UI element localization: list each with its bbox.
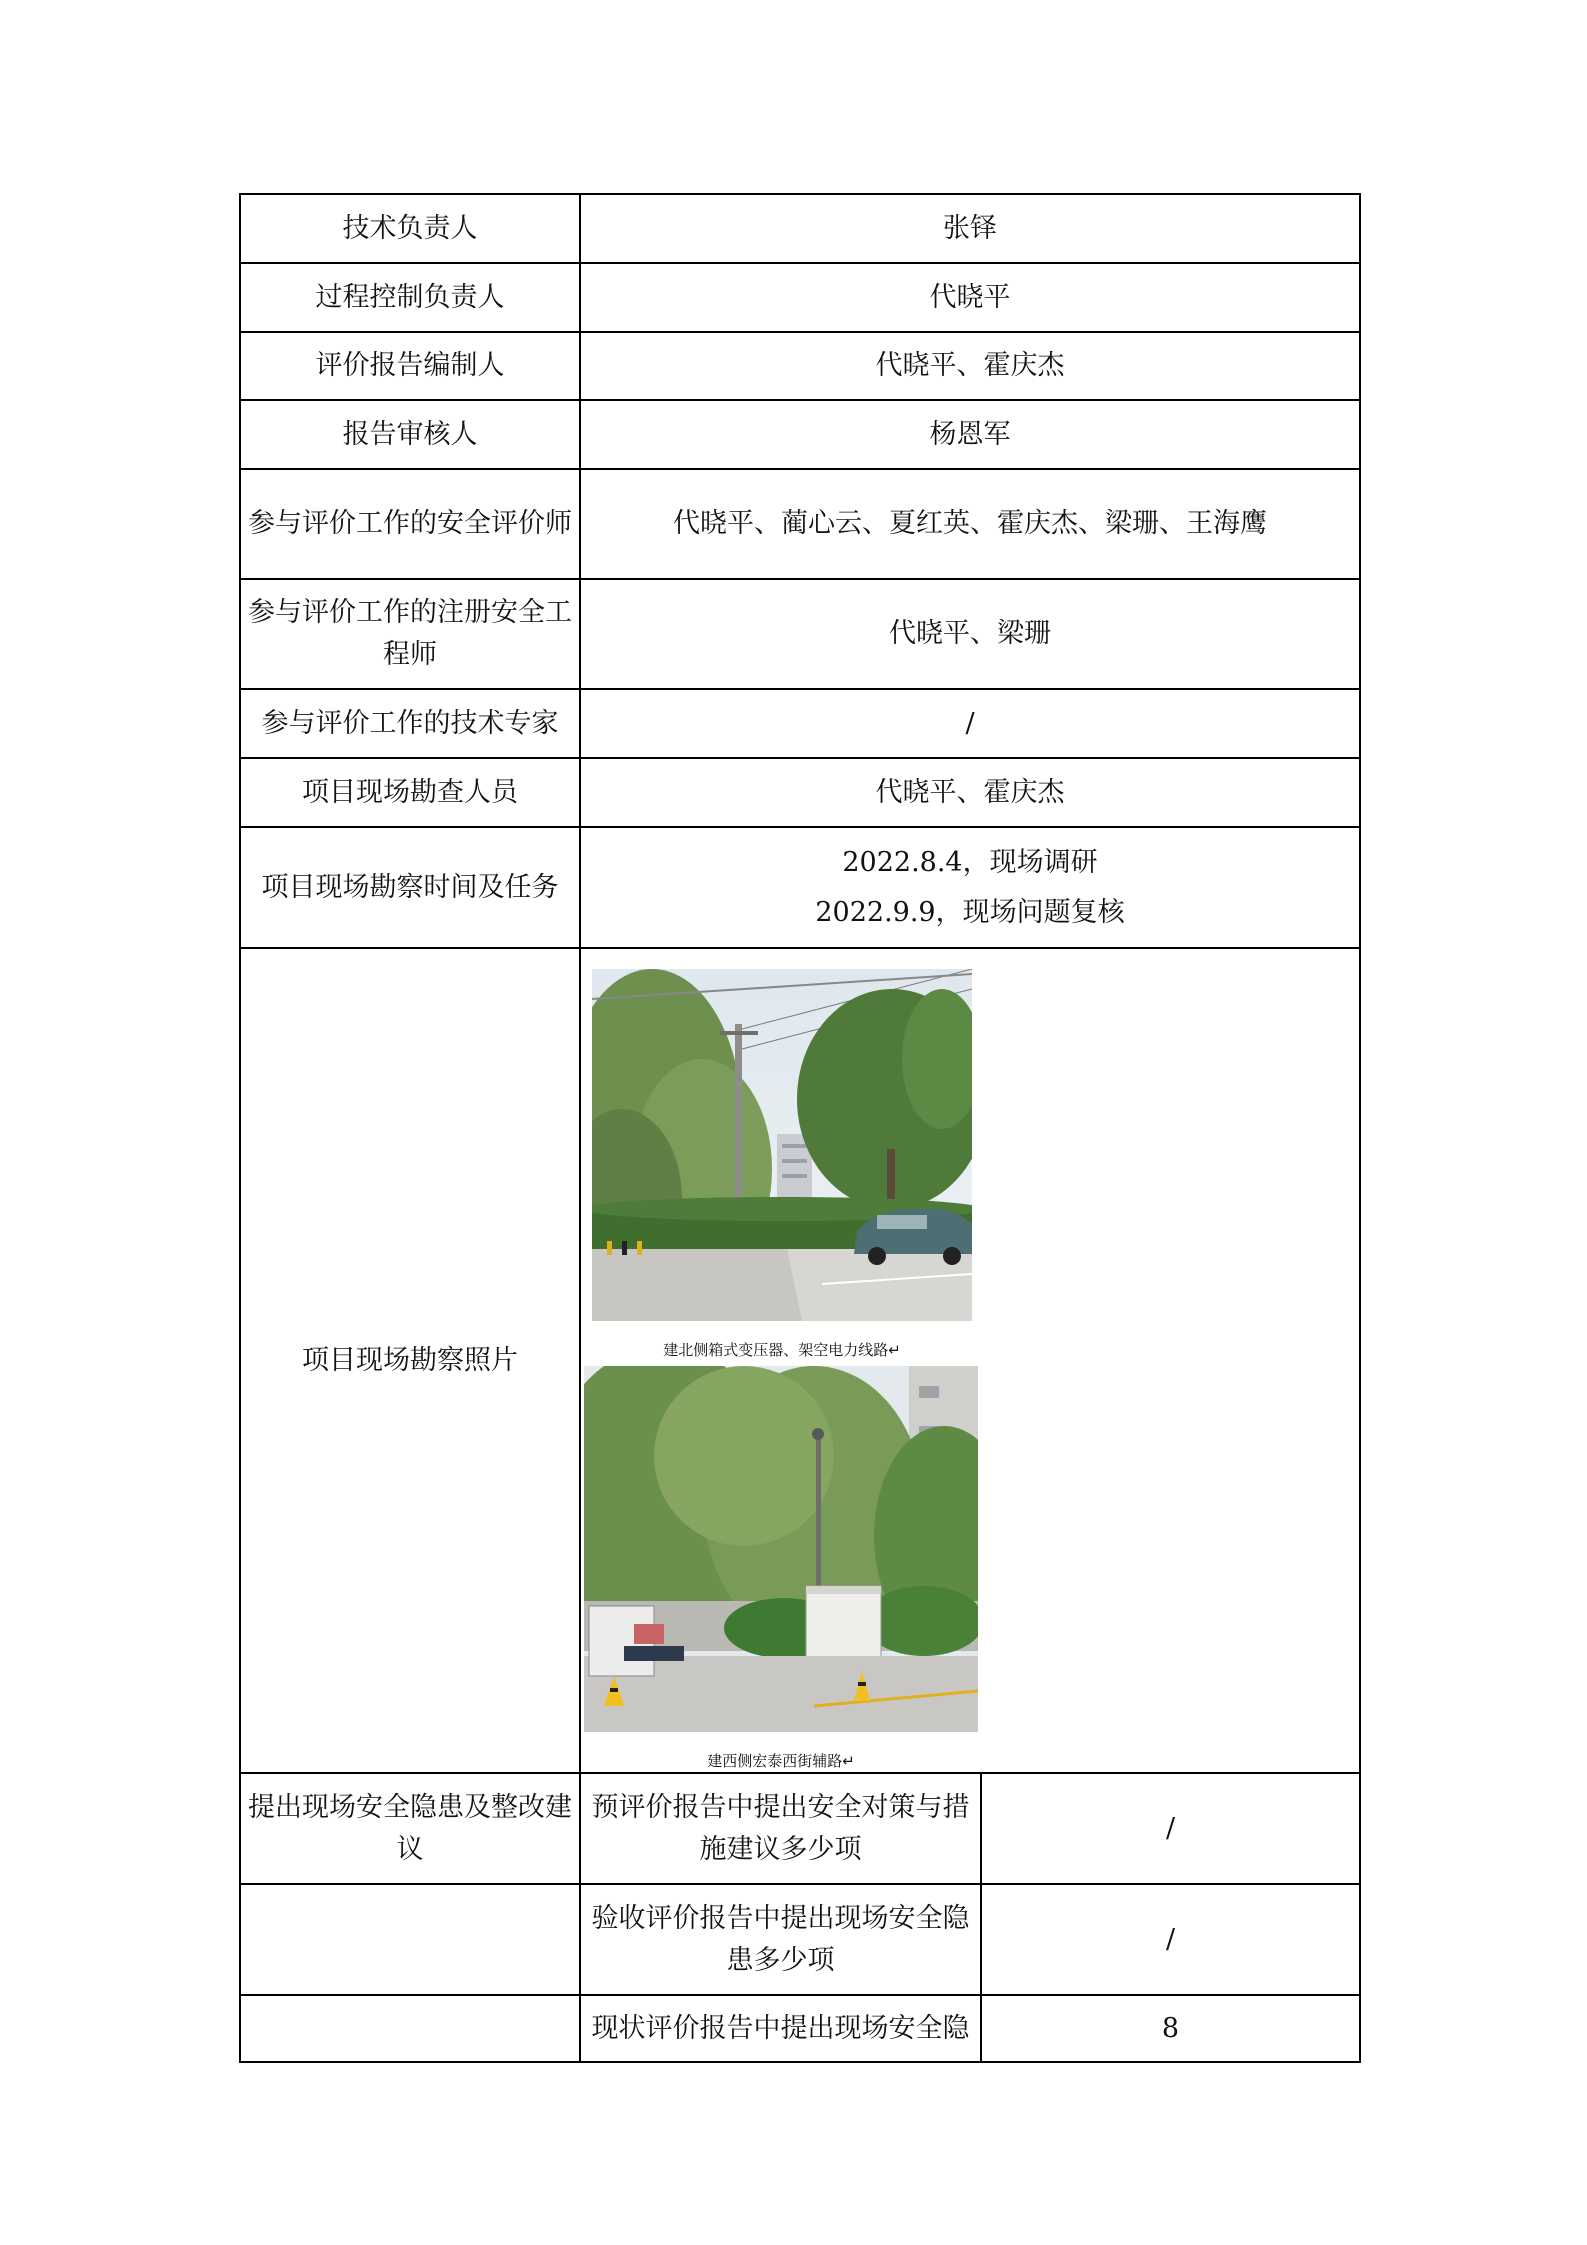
row-value: 代晓平、梁珊 xyxy=(580,579,1360,689)
hazard-value: / xyxy=(981,1884,1360,1995)
hazard-value: 8 xyxy=(981,1995,1360,2062)
row-value: 张铎 xyxy=(580,194,1360,263)
survey-time-label: 项目现场勘察时间及任务 xyxy=(240,827,580,948)
survey-time-value xyxy=(580,827,1360,948)
row-label: 过程控制负责人 xyxy=(240,263,580,332)
photos-cell xyxy=(580,948,1360,1773)
row-label: 技术负责人 xyxy=(240,194,580,263)
row-label: 参与评价工作的技术专家 xyxy=(240,689,580,758)
hazard-row xyxy=(240,1995,1360,2062)
row-label: 参与评价工作的安全评价师 xyxy=(240,469,580,579)
photo-caption: 建西侧宏泰西街辅路↵ xyxy=(707,1752,855,1770)
survey-time-line: 2022.9.9，现场问题复核 xyxy=(815,896,1125,928)
row-label: 项目现场勘查人员 xyxy=(240,758,580,827)
hazard-value: / xyxy=(981,1773,1360,1884)
photo-block xyxy=(592,969,972,1360)
table-row xyxy=(240,194,1360,263)
table-row xyxy=(240,689,1360,758)
table-row xyxy=(240,758,1360,827)
hazards-label-empty xyxy=(240,1995,580,2062)
table-row xyxy=(240,579,1360,689)
table-row xyxy=(240,400,1360,469)
site-photo-street xyxy=(584,1366,978,1732)
photos-row xyxy=(240,948,1360,1773)
survey-time-line: 2022.8.4，现场调研 xyxy=(842,846,1098,878)
row-label: 参与评价工作的注册安全工程师 xyxy=(240,579,580,689)
row-label: 评价报告编制人 xyxy=(240,332,580,400)
row-value: 代晓平、霍庆杰 xyxy=(580,758,1360,827)
photos-label: 项目现场勘察照片 xyxy=(240,948,580,1773)
hazard-question: 预评价报告中提出安全对策与措施建议多少项 xyxy=(580,1773,981,1884)
row-value: / xyxy=(580,689,1360,758)
site-photo-transformer xyxy=(592,969,972,1321)
hazards-label-empty xyxy=(240,1884,580,1995)
hazard-question: 现状评价报告中提出现场安全隐 xyxy=(580,1995,981,2062)
table-row xyxy=(240,469,1360,579)
evaluation-info-table xyxy=(239,193,1361,2063)
row-value: 代晓平、蔺心云、夏红英、霍庆杰、梁珊、王海鹰 xyxy=(580,469,1360,579)
photo-caption: 建北侧箱式变压器、架空电力线路↵ xyxy=(663,1341,901,1359)
hazard-question: 验收评价报告中提出现场安全隐患多少项 xyxy=(580,1884,981,1995)
table-row xyxy=(240,332,1360,400)
hazards-label: 提出现场安全隐患及整改建议 xyxy=(240,1773,580,1884)
row-label: 报告审核人 xyxy=(240,400,580,469)
row-value: 杨恩军 xyxy=(580,400,1360,469)
row-value: 代晓平、霍庆杰 xyxy=(580,332,1360,400)
table-row xyxy=(240,263,1360,332)
row-value: 代晓平 xyxy=(580,263,1360,332)
hazard-row xyxy=(240,1773,1360,1884)
survey-time-row xyxy=(240,827,1360,948)
hazard-row xyxy=(240,1884,1360,1995)
photo-block xyxy=(584,1366,978,1771)
